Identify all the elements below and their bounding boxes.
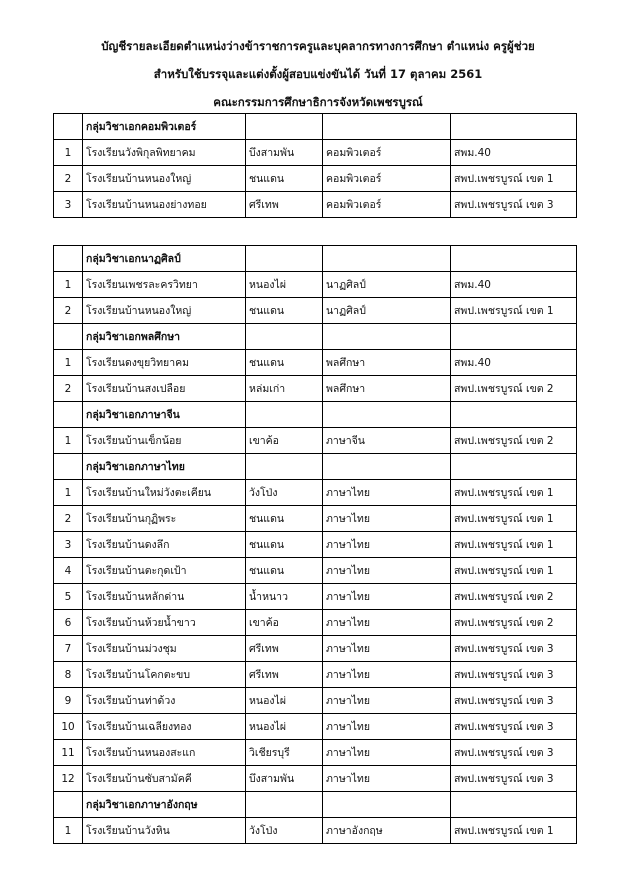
row-number: 11 xyxy=(54,740,83,766)
table-row xyxy=(54,636,577,662)
subject-group-title: กลุ่มวิชาเอกภาษาจีน xyxy=(83,402,246,428)
school-name: โรงเรียนบ้านหนองใหญ่ xyxy=(83,298,246,324)
subject-group-title: กลุ่มวิชาเอกนาฏศิลป์ xyxy=(83,246,246,272)
row-number: 6 xyxy=(54,610,83,636)
school-name: โรงเรียนบ้านเข็กน้อย xyxy=(83,428,246,454)
empty-cell xyxy=(451,792,577,818)
school-name: โรงเรียนบ้านท่าด้วง xyxy=(83,688,246,714)
subject-group-row xyxy=(54,402,577,428)
subject: คอมพิวเตอร์ xyxy=(323,192,451,218)
row-number: 2 xyxy=(54,506,83,532)
table-row xyxy=(54,610,577,636)
subject: ภาษาจีน xyxy=(323,428,451,454)
school-name: โรงเรียนบ้านโคกตะขบ xyxy=(83,662,246,688)
school-name: โรงเรียนบ้านตะกุดเป้า xyxy=(83,558,246,584)
education-area: สพป.เพชรบูรณ์ เขต 1 xyxy=(451,506,577,532)
empty-cell xyxy=(54,246,83,272)
education-area: สพม.40 xyxy=(451,140,577,166)
education-area: สพป.เพชรบูรณ์ เขต 1 xyxy=(451,298,577,324)
school-name: โรงเรียนบ้านหลักด่าน xyxy=(83,584,246,610)
education-area: สพป.เพชรบูรณ์ เขต 1 xyxy=(451,818,577,844)
education-area: สพป.เพชรบูรณ์ เขต 3 xyxy=(451,192,577,218)
empty-cell xyxy=(54,324,83,350)
subject: ภาษาไทย xyxy=(323,740,451,766)
empty-cell xyxy=(246,792,323,818)
district: ศรีเทพ xyxy=(246,192,323,218)
table-row xyxy=(54,272,577,298)
row-number: 10 xyxy=(54,714,83,740)
empty-cell xyxy=(246,454,323,480)
school-name: โรงเรียนบ้านวังหิน xyxy=(83,818,246,844)
row-number: 1 xyxy=(54,140,83,166)
school-name: โรงเรียนบ้านม่วงชุม xyxy=(83,636,246,662)
education-area: สพป.เพชรบูรณ์ เขต 3 xyxy=(451,688,577,714)
subject: คอมพิวเตอร์ xyxy=(323,166,451,192)
row-number: 9 xyxy=(54,688,83,714)
row-number: 8 xyxy=(54,662,83,688)
subject: พลศึกษา xyxy=(323,350,451,376)
school-name: โรงเรียนดงขุยวิทยาคม xyxy=(83,350,246,376)
table-row xyxy=(54,558,577,584)
subject-group-row xyxy=(54,792,577,818)
subject: นาฏศิลป์ xyxy=(323,298,451,324)
subject: นาฏศิลป์ xyxy=(323,272,451,298)
empty-cell xyxy=(451,246,577,272)
row-number: 5 xyxy=(54,584,83,610)
committee-name: คณะกรรมการศึกษาธิการจังหวัดเพชรบูรณ์ xyxy=(213,95,423,109)
table-row xyxy=(54,376,577,402)
table-row xyxy=(54,584,577,610)
school-name: โรงเรียนวังพิกุลพิทยาคม xyxy=(83,140,246,166)
district: ชนแดน xyxy=(246,506,323,532)
empty-cell xyxy=(323,324,451,350)
table-row xyxy=(54,688,577,714)
empty-cell xyxy=(54,402,83,428)
empty-cell xyxy=(246,246,323,272)
education-area: สพป.เพชรบูรณ์ เขต 3 xyxy=(451,766,577,792)
district: วังโป่ง xyxy=(246,480,323,506)
education-area: สพป.เพชรบูรณ์ เขต 1 xyxy=(451,166,577,192)
subject-group-row xyxy=(54,324,577,350)
school-name: โรงเรียนบ้านซับสามัคคี xyxy=(83,766,246,792)
district: ศรีเทพ xyxy=(246,662,323,688)
school-name: โรงเรียนบ้านเฉลียงทอง xyxy=(83,714,246,740)
subject-group-row xyxy=(54,454,577,480)
school-name: โรงเรียนเพชรละครวิทยา xyxy=(83,272,246,298)
district: หนองไผ่ xyxy=(246,688,323,714)
empty-cell xyxy=(451,114,577,140)
education-area: สพม.40 xyxy=(451,272,577,298)
subject: ภาษาไทย xyxy=(323,506,451,532)
empty-cell xyxy=(451,324,577,350)
row-number: 12 xyxy=(54,766,83,792)
empty-cell xyxy=(323,246,451,272)
education-area: สพป.เพชรบูรณ์ เขต 2 xyxy=(451,376,577,402)
school-name: โรงเรียนบ้านใหม่วังตะเคียน xyxy=(83,480,246,506)
empty-cell xyxy=(246,114,323,140)
empty-cell xyxy=(451,454,577,480)
district: ชนแดน xyxy=(246,350,323,376)
document-subtitle: สำหรับใช้บรรจุและแต่งตั้งผู้สอบแข่งขันได้ วันที่ 17 ตุลาคม 2561 xyxy=(153,67,483,81)
document-title: บัญชีรายละเอียดตำแหน่งว่างข้าราชการครูและบุคลากรทางการศึกษา ตำแหน่ง ครูผู้ช่วย xyxy=(101,39,535,53)
row-number: 2 xyxy=(54,298,83,324)
district: วิเชียรบุรี xyxy=(246,740,323,766)
district: เขาค้อ xyxy=(246,610,323,636)
table-row xyxy=(54,350,577,376)
table-row xyxy=(54,480,577,506)
education-area: สพป.เพชรบูรณ์ เขต 3 xyxy=(451,714,577,740)
empty-cell xyxy=(54,114,83,140)
education-area: สพป.เพชรบูรณ์ เขต 1 xyxy=(451,480,577,506)
subject-group-title: กลุ่มวิชาเอกคอมพิวเตอร์ xyxy=(83,114,246,140)
table-row xyxy=(54,766,577,792)
subject: พลศึกษา xyxy=(323,376,451,402)
district: ชนแดน xyxy=(246,298,323,324)
table-row xyxy=(54,140,577,166)
empty-cell xyxy=(54,454,83,480)
district: ชนแดน xyxy=(246,558,323,584)
row-number: 1 xyxy=(54,272,83,298)
empty-cell xyxy=(323,114,451,140)
district: หล่มเก่า xyxy=(246,376,323,402)
subject: ภาษาไทย xyxy=(323,636,451,662)
education-area: สพป.เพชรบูรณ์ เขต 2 xyxy=(451,428,577,454)
row-number: 1 xyxy=(54,480,83,506)
subject-group-title: กลุ่มวิชาเอกภาษาไทย xyxy=(83,454,246,480)
education-area: สพป.เพชรบูรณ์ เขต 1 xyxy=(451,558,577,584)
row-number: 4 xyxy=(54,558,83,584)
empty-cell xyxy=(246,324,323,350)
education-area: สพป.เพชรบูรณ์ เขต 2 xyxy=(451,610,577,636)
subject: ภาษาไทย xyxy=(323,480,451,506)
district: เขาค้อ xyxy=(246,428,323,454)
district: ชนแดน xyxy=(246,532,323,558)
row-number: 1 xyxy=(54,428,83,454)
row-number: 1 xyxy=(54,818,83,844)
row-number: 3 xyxy=(54,532,83,558)
education-area: สพป.เพชรบูรณ์ เขต 3 xyxy=(451,662,577,688)
table-row xyxy=(54,192,577,218)
school-name: โรงเรียนบ้านหนองใหญ่ xyxy=(83,166,246,192)
education-area: สพม.40 xyxy=(451,350,577,376)
empty-cell xyxy=(323,402,451,428)
district: วังโป่ง xyxy=(246,818,323,844)
table-row xyxy=(54,428,577,454)
district: น้ำหนาว xyxy=(246,584,323,610)
district: บึงสามพัน xyxy=(246,140,323,166)
vacancy-table-main xyxy=(53,245,577,844)
subject-group-title: กลุ่มวิชาเอกพลศึกษา xyxy=(83,324,246,350)
school-name: โรงเรียนบ้านกุฏิพระ xyxy=(83,506,246,532)
row-number: 1 xyxy=(54,350,83,376)
row-number: 2 xyxy=(54,376,83,402)
subject-group-row xyxy=(54,114,577,140)
row-number: 2 xyxy=(54,166,83,192)
subject: ภาษาไทย xyxy=(323,766,451,792)
education-area: สพป.เพชรบูรณ์ เขต 3 xyxy=(451,740,577,766)
school-name: โรงเรียนบ้านหนองย่างทอย xyxy=(83,192,246,218)
subject: ภาษาไทย xyxy=(323,662,451,688)
table-row xyxy=(54,740,577,766)
table-row xyxy=(54,506,577,532)
district: หนองไผ่ xyxy=(246,714,323,740)
subject: ภาษาไทย xyxy=(323,714,451,740)
district: หนองไผ่ xyxy=(246,272,323,298)
row-number: 3 xyxy=(54,192,83,218)
subject-group-row xyxy=(54,246,577,272)
subject: ภาษาไทย xyxy=(323,532,451,558)
district: ศรีเทพ xyxy=(246,636,323,662)
subject: ภาษาไทย xyxy=(323,688,451,714)
vacancy-table-computer xyxy=(53,113,577,218)
district: บึงสามพัน xyxy=(246,766,323,792)
row-number: 7 xyxy=(54,636,83,662)
table-row xyxy=(54,166,577,192)
subject: ภาษาไทย xyxy=(323,584,451,610)
empty-cell xyxy=(451,402,577,428)
subject: คอมพิวเตอร์ xyxy=(323,140,451,166)
subject: ภาษาไทย xyxy=(323,558,451,584)
empty-cell xyxy=(323,454,451,480)
table-row xyxy=(54,714,577,740)
table-row xyxy=(54,298,577,324)
table-row xyxy=(54,818,577,844)
empty-cell xyxy=(246,402,323,428)
subject-group-title: กลุ่มวิชาเอกภาษาอังกฤษ xyxy=(83,792,246,818)
table-row xyxy=(54,662,577,688)
education-area: สพป.เพชรบูรณ์ เขต 2 xyxy=(451,584,577,610)
education-area: สพป.เพชรบูรณ์ เขต 1 xyxy=(451,532,577,558)
subject: ภาษาอังกฤษ xyxy=(323,818,451,844)
school-name: โรงเรียนบ้านห้วยน้ำขาว xyxy=(83,610,246,636)
empty-cell xyxy=(54,792,83,818)
district: ชนแดน xyxy=(246,166,323,192)
subject: ภาษาไทย xyxy=(323,610,451,636)
empty-cell xyxy=(323,792,451,818)
education-area: สพป.เพชรบูรณ์ เขต 3 xyxy=(451,636,577,662)
school-name: โรงเรียนบ้านดงลึก xyxy=(83,532,246,558)
school-name: โรงเรียนบ้านหนองสะแก xyxy=(83,740,246,766)
table-row xyxy=(54,532,577,558)
school-name: โรงเรียนบ้านสงเปลือย xyxy=(83,376,246,402)
